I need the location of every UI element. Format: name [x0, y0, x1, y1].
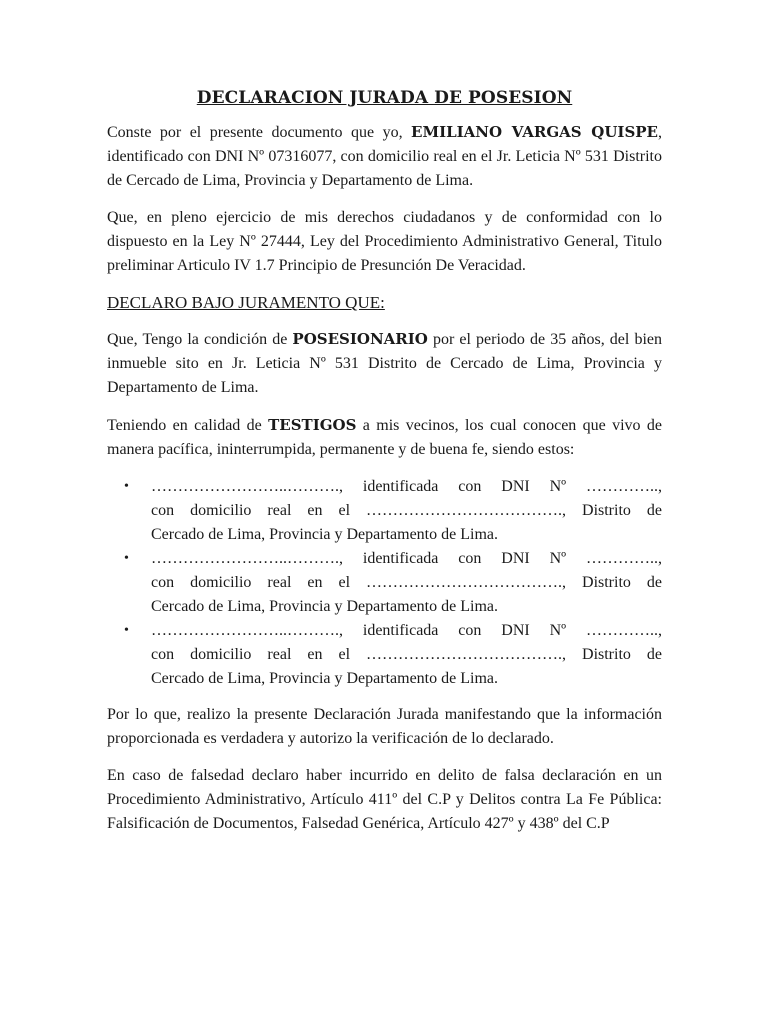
- witness-address-line: con domicilio real en el ………………………………., Distrito de: [151, 646, 662, 663]
- witness-district-line: Cercado de Lima, Provincia y Departamento de Lima.: [151, 526, 498, 543]
- witnesses-intro-start: Teniendo en calidad de: [107, 417, 269, 434]
- intro-text-start: Conste por el presente documento que yo,: [107, 124, 412, 141]
- witness-item: [124, 475, 662, 547]
- possession-keyword: POSESIONARIO: [292, 330, 428, 348]
- witnesses-intro-end: a mis vecinos, los cual conocen que vivo de manera pacífica, ininterrumpida, permanente y de buena fe, siendo estos:: [107, 417, 663, 458]
- bullet-icon: •: [124, 623, 129, 638]
- possession-paragraph: [107, 327, 662, 400]
- declarant-name: EMILIANO VARGAS QUISPE: [411, 123, 658, 141]
- witness-name-line: ……………………..………., identificada con DNI Nº …………..,: [151, 622, 662, 639]
- witness-district-line: Cercado de Lima, Provincia y Departamento de Lima.: [151, 598, 498, 615]
- witness-address-line: con domicilio real en el ………………………………., Distrito de: [151, 502, 662, 519]
- witness-item: [124, 547, 662, 619]
- witness-item: [124, 619, 662, 691]
- intro-text-end: , identificado con DNI Nº 07316077, con domicilio real en el Jr. Leticia Nº 531 Distrito de Cercado de Lima, Provincia y Departamento de Lima.: [107, 124, 662, 189]
- witness-district-line: Cercado de Lima, Provincia y Departamento de Lima.: [151, 670, 498, 687]
- bullet-icon: •: [124, 479, 129, 494]
- possession-text-start: Que, Tengo la condición de: [107, 331, 293, 348]
- authorization-paragraph: Por lo que, realizo la presente Declaración Jurada manifestando que la información proporcionada es verdadera y autorizo la verificación de lo declarado.: [107, 706, 662, 747]
- witness-name-line: ……………………..………., identificada con DNI Nº …………..,: [151, 478, 662, 495]
- document-title: DECLARACION JURADA DE POSESION: [196, 88, 573, 108]
- possession-text-end: por el periodo de 35 años, del bien inmueble sito en Jr. Leticia Nº 531 Distrito de Cercado de Lima, Provincia y Departamento de Lima.: [107, 331, 662, 396]
- penalty-paragraph: En caso de falsedad declaro haber incurrido en delito de falsa declaración en un Procedimiento Administrativo, Artículo 411º del C.P y Delitos contra La Fe Pública: Falsificación de Documentos, Falsedad Genérica, Artículo 427º y 438º del C.P: [107, 767, 662, 832]
- declaration-heading: DECLARO BAJO JURAMENTO QUE:: [107, 293, 385, 312]
- witnesses-keyword: TESTIGOS: [268, 416, 357, 434]
- witnesses-intro-paragraph: [107, 413, 662, 462]
- witness-address-line: con domicilio real en el ………………………………., Distrito de: [151, 574, 662, 591]
- legal-basis-paragraph: Que, en pleno ejercicio de mis derechos ciudadanos y de conformidad con lo dispuesto en la Ley Nº 27444, Ley del Procedimiento Administrativo General, Titulo preliminar Articulo IV 1.7 Principio de Presunción De Veracidad.: [107, 209, 662, 274]
- bullet-icon: •: [124, 551, 129, 566]
- witness-name-line: ……………………..………., identificada con DNI Nº …………..,: [151, 550, 662, 567]
- intro-paragraph: [107, 120, 662, 193]
- document-body: [107, 88, 662, 849]
- witness-list: [107, 475, 662, 691]
